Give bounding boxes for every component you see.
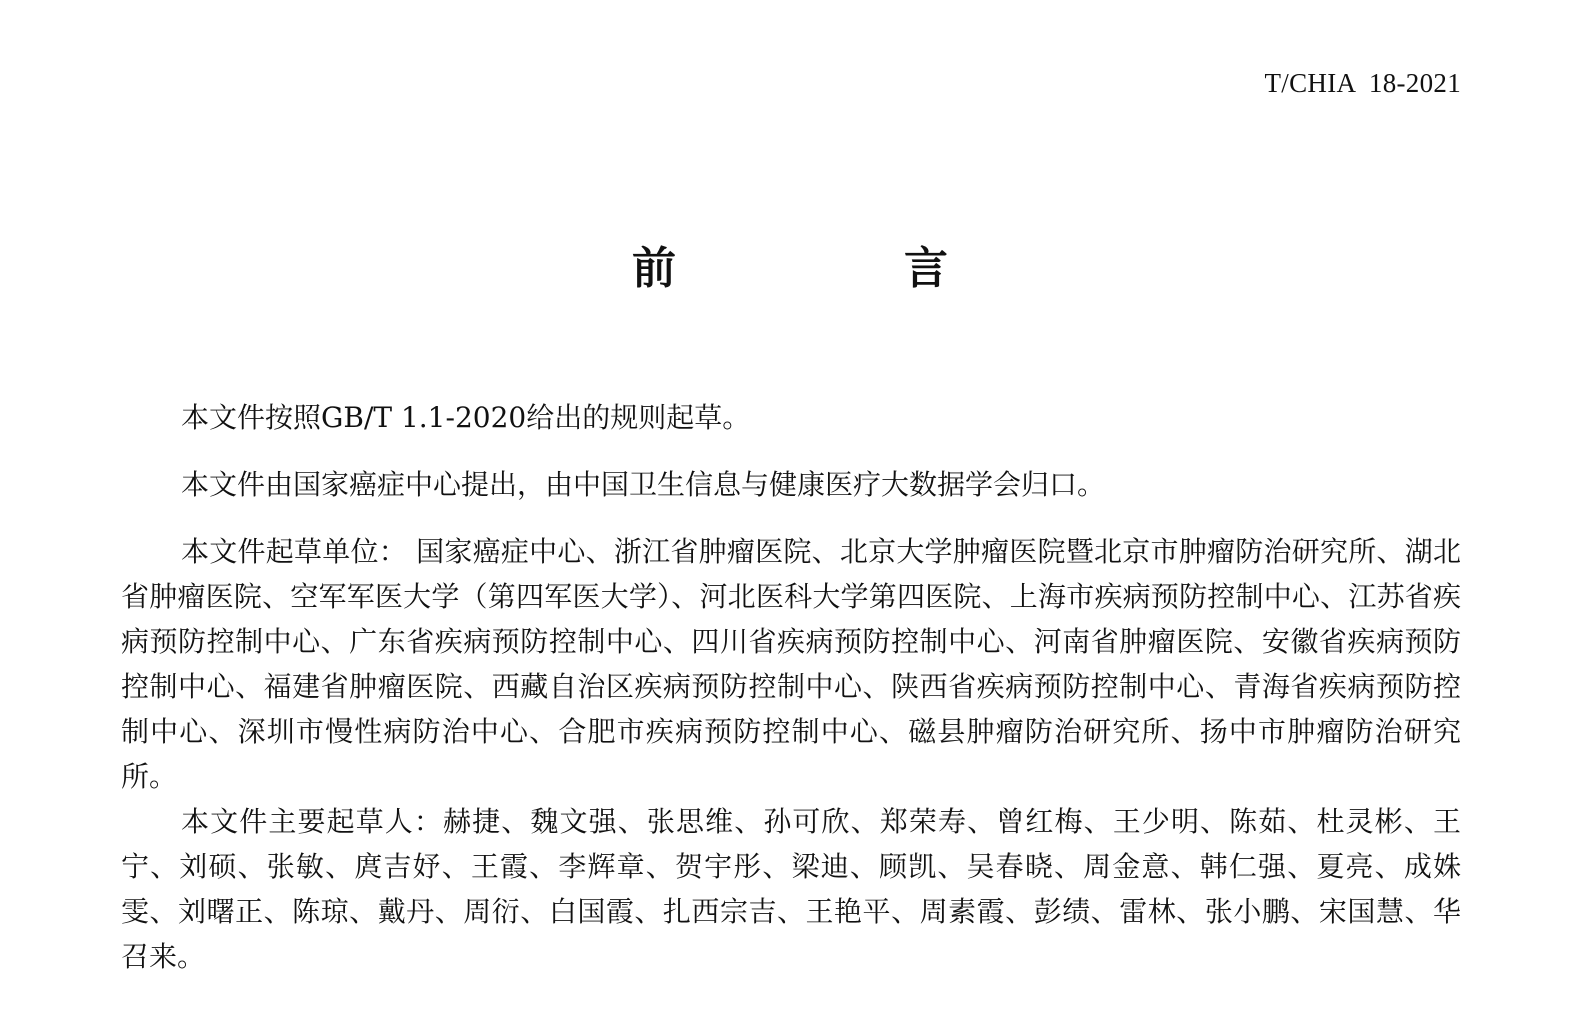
paragraph-drafting-units: 本文件起草单位： 国家癌症中心、浙江省肿瘤医院、北京大学肿瘤医院暨北京市肿瘤防治研究所、湖北省肿瘤医院、空军军医大学（第四军医大学）、河北医科大学第四医院、上海市疾病预防控制中心、江苏省疾病预防控制中心、广东省疾病预防控制中心、四川省疾病预防控制中心、河南省肿瘤医院、安徽省疾病预防控制中心、福建省肿瘤医院、西藏自治区疾病预防控制中心、陕西省疾病预防控制中心、青海省疾病预防控制中心、深圳市慢性病防治中心、合肥市疾病预防控制中心、磁县肿瘤防治研究所、扬中市肿瘤防治研究所。	[121, 535, 1461, 793]
paragraph-drafting-rules: 本文件按照GB/T 1.1-2020给出的规则起草。	[181, 401, 751, 434]
paragraph-proposer: 本文件由国家癌症中心提出，由中国卫生信息与健康医疗大数据学会归口。	[181, 468, 1106, 501]
paragraph-main-drafters: 本文件主要起草人：赫捷、魏文强、张思维、孙可欣、郑荣寿、曾红梅、王少明、陈茹、杜灵彬、王宁、刘硕、张敏、庹吉妤、王霞、李辉章、贺宇彤、梁迪、顾凯、吴春晓、周金意、韩仁强、夏亮、成姝雯、刘曙正、陈琼、戴丹、周衍、白国霞、扎西宗吉、王艳平、周素霞、彭绩、雷林、张小鹏、宋国慧、华召来。	[121, 805, 1461, 973]
document-body	[121, 395, 1461, 979]
document-code: T/CHIA 18-2021	[1264, 68, 1461, 98]
page-title: 前 言	[632, 243, 1040, 294]
